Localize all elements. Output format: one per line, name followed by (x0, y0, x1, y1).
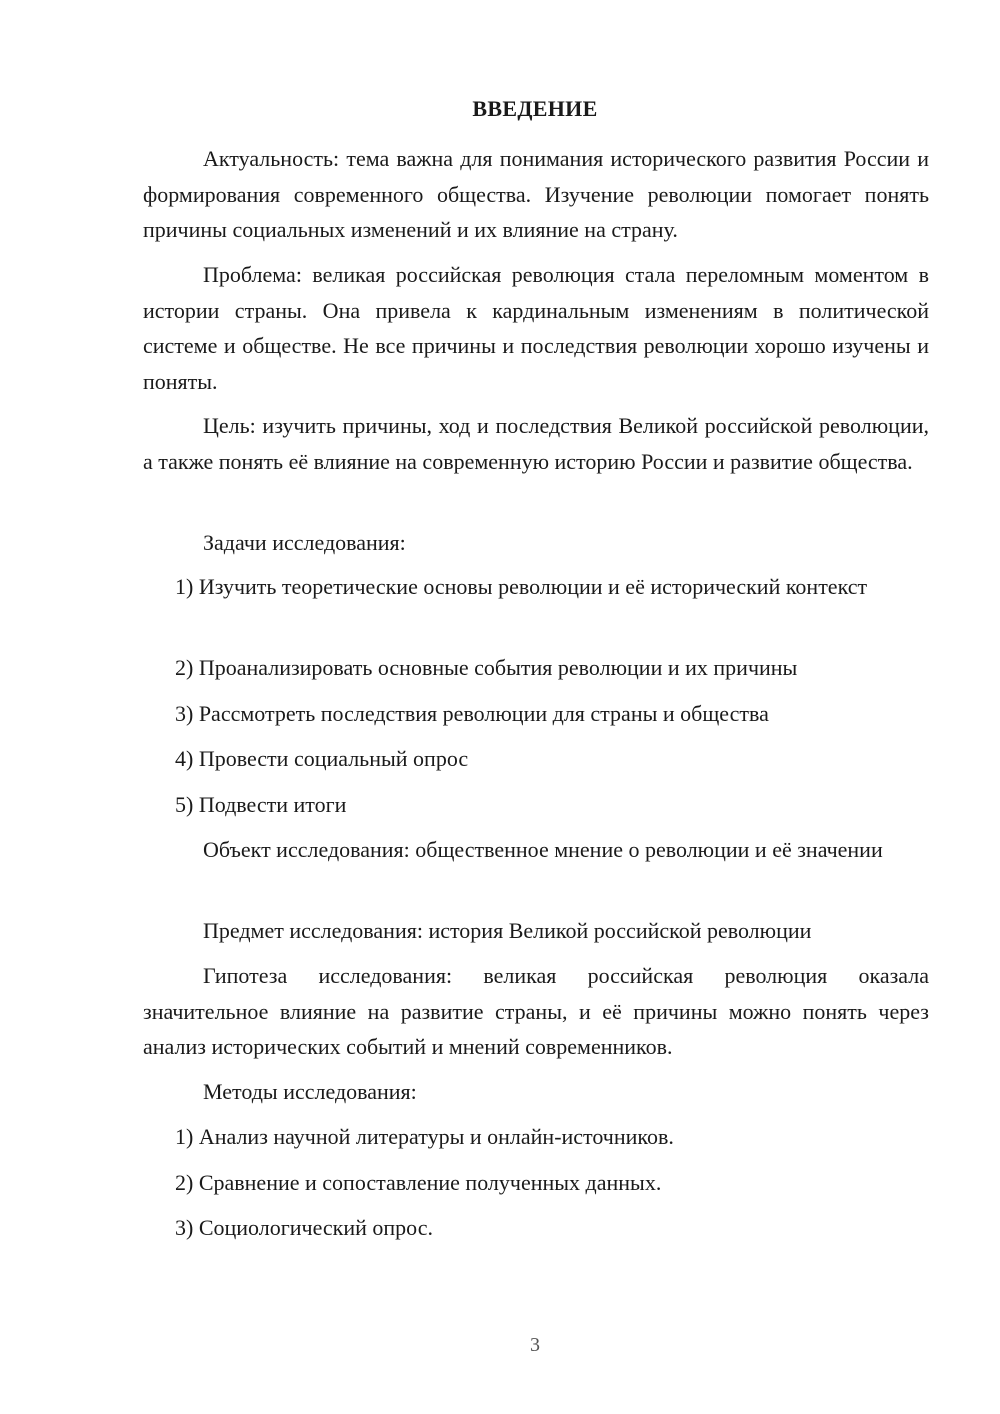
method-item-2: 2) Сравнение и сопоставление полученных данных. (175, 1170, 662, 1195)
task-item-2: 2) Проанализировать основные события революции и их причины (175, 655, 798, 680)
methods-heading: Методы исследования: (203, 1079, 417, 1104)
paragraph-relevance: Актуальность: тема важна для понимания исторического развития России и формирования современного общества. Изучение революции помогает понять причины социальных изменений и их влияние на страну. (143, 146, 929, 242)
task-item-4: 4) Провести социальный опрос (175, 746, 469, 771)
task-item-5: 5) Подвести итоги (175, 792, 347, 817)
method-item-1: 1) Анализ научной литературы и онлайн-источников. (175, 1124, 674, 1149)
paragraph-problem: Проблема: великая российская революция стала переломным моментом в истории страны. Она привела к кардинальным изменениям в политической системе и обществе. Не все причины и последствия революции хорошо изучены и поняты. (143, 262, 929, 394)
paragraph-object: Объект исследования: общественное мнение о революции и её значении (203, 837, 883, 862)
task-item-1: 1) Изучить теоретические основы революции и её исторический контекст (175, 574, 868, 599)
section-title: ВВЕДЕНИЕ (472, 96, 598, 121)
task-item-3: 3) Рассмотреть последствия революции для страны и общества (175, 701, 769, 726)
tasks-heading: Задачи исследования: (203, 530, 406, 555)
page-number: 3 (530, 1334, 540, 1356)
paragraph-hypothesis: Гипотеза исследования: великая российская революция оказала значительное влияние на развитие страны, и её причины можно понять через анализ исторических событий и мнений современников. (143, 963, 929, 1059)
paragraph-goal: Цель: изучить причины, ход и последствия Великой российской революции, а также понять её влияние на современную историю России и развитие общества. (143, 413, 929, 474)
paragraph-subject: Предмет исследования: история Великой российской революции (203, 918, 812, 943)
method-item-3: 3) Социологический опрос. (175, 1215, 433, 1240)
